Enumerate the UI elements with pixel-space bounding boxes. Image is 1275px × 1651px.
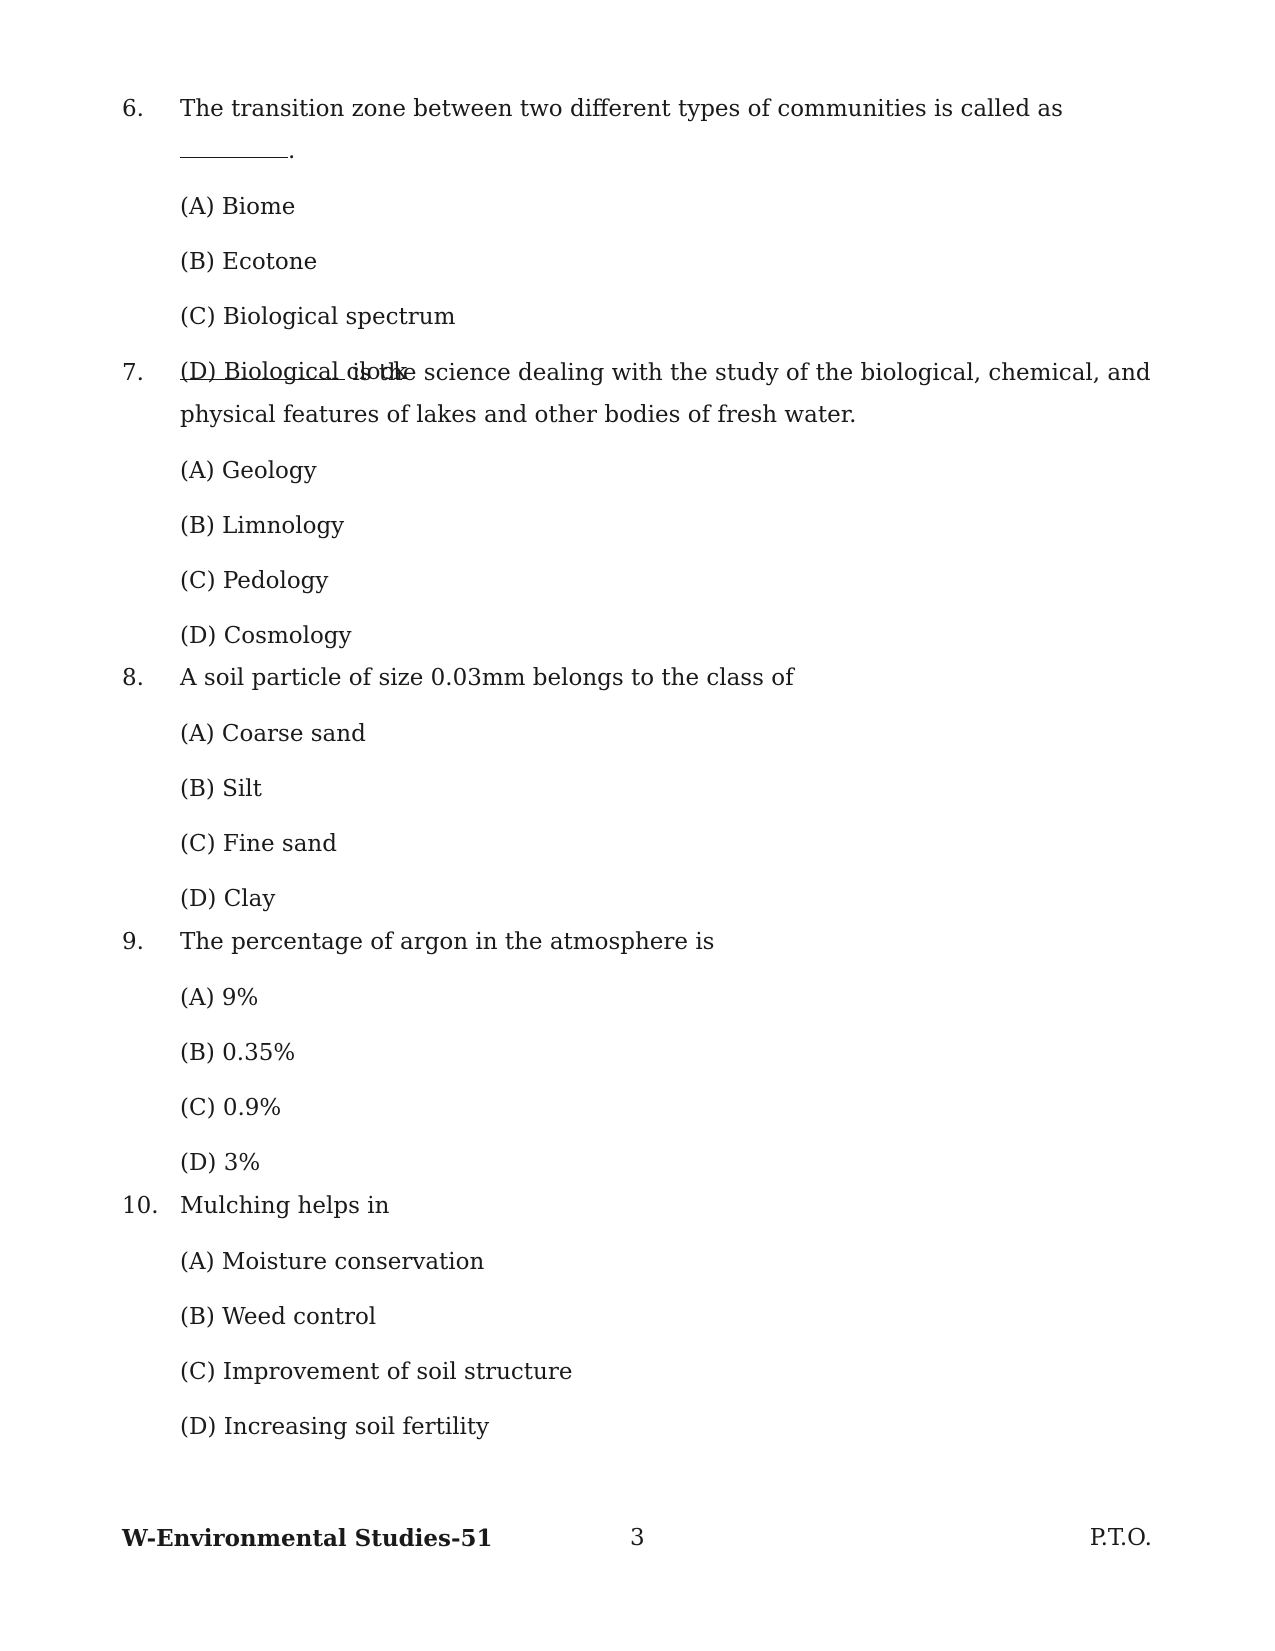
option-a: (A) 9% [180,985,259,1011]
paper-code: W-Environmental Studies-51 [122,1525,493,1552]
option-c: (C) Biological spectrum [180,304,456,330]
question-9 [122,921,1152,1191]
option-b: (B) 0.35% [180,1040,296,1066]
question-text-after: . [288,138,296,164]
page-footer [122,1525,1152,1565]
answer-blank [180,135,288,158]
question-number: 9. [122,929,144,955]
option-c: (C) Pedology [180,568,329,594]
option-a: (A) Biome [180,194,296,220]
option-d: (D) Increasing soil fertility [180,1414,490,1440]
option-d: (D) 3% [180,1150,261,1176]
question-number: 6. [122,96,144,122]
question-text: Mulching helps in [180,1193,390,1219]
question-number: 10. [122,1193,159,1219]
question-text: A soil particle of size 0.03mm belongs to the class of [180,665,794,691]
option-b: (B) Limnology [180,513,345,539]
option-c: (C) 0.9% [180,1095,282,1121]
option-d: (D) Cosmology [180,623,352,649]
option-b: (B) Ecotone [180,249,318,275]
options-list [180,1235,1152,1455]
option-a: (A) Moisture conservation [180,1249,485,1275]
question-text-before: The transition zone between two different types of communities is called as [180,96,1063,122]
options-list [180,444,1152,664]
question-8 [122,657,1152,927]
question-text [180,352,1152,394]
question-text-line1: is the science dealing with the study of the biological, chemical, and [352,360,1151,386]
option-d: (D) Clay [180,886,276,912]
question-text [180,88,1152,172]
question-number: 8. [122,665,144,691]
question-text: The percentage of argon in the atmosphere is [180,929,715,955]
question-10 [122,1185,1152,1455]
pto-label: P.T.O. [1089,1525,1152,1551]
options-list [180,707,1152,927]
question-7 [122,352,1152,664]
option-c: (C) Fine sand [180,831,337,857]
option-b: (B) Silt [180,776,262,802]
question-text-line2: physical features of lakes and other bodies of fresh water. [180,402,857,428]
question-number: 7. [122,360,144,386]
option-a: (A) Coarse sand [180,721,366,747]
option-c: (C) Improvement of soil structure [180,1359,573,1385]
answer-blank [180,357,345,380]
option-a: (A) Geology [180,458,317,484]
options-list [180,971,1152,1191]
option-d: (D) Biological clock [180,359,408,385]
option-b: (B) Weed control [180,1304,377,1330]
page-number: 3 [630,1525,645,1551]
